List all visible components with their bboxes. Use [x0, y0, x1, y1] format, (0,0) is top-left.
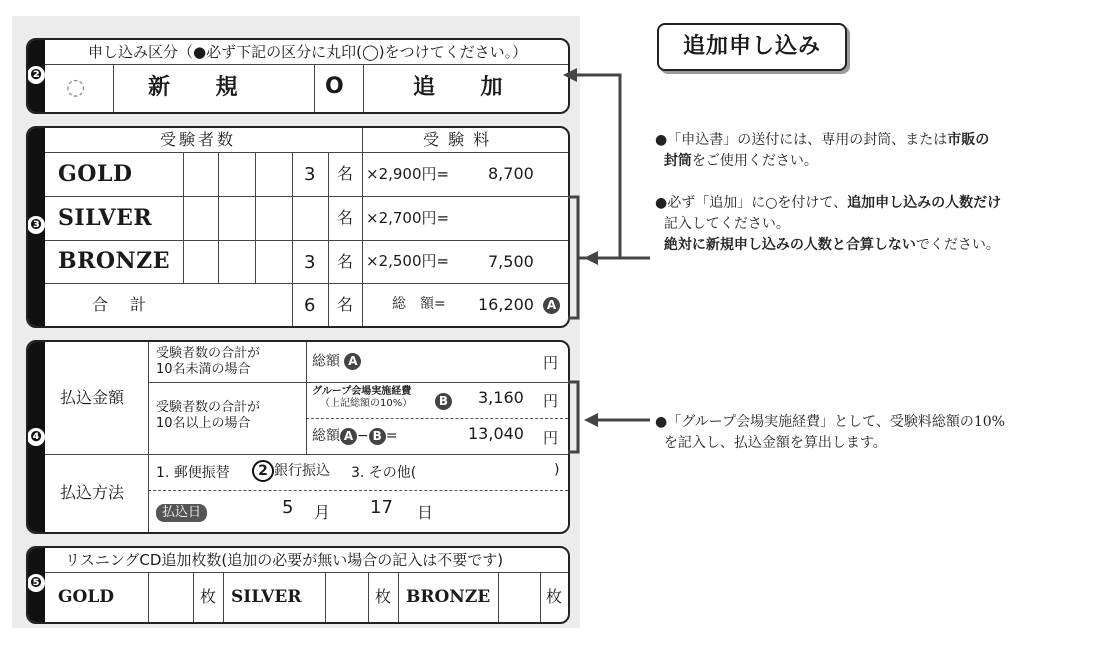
pay-day[interactable]: 17 — [370, 497, 393, 518]
pay-amount-label: 払込金額 — [60, 388, 125, 407]
cd-gold: GOLD — [58, 587, 115, 607]
bronze-price: ×2,500円= — [366, 252, 450, 270]
total-amount[interactable]: 16,200 — [478, 295, 534, 314]
section-number-2: ❷ — [27, 66, 45, 84]
section-header: リスニングCD追加枚数(追加の必要が無い場合の記入は不要です) — [65, 551, 504, 569]
bronze-amount[interactable]: 7,500 — [488, 252, 534, 271]
gold-price: ×2,900円= — [366, 165, 450, 183]
yen-unit-2: 円 — [543, 392, 559, 410]
section-header: 申し込み区分（●必ず下記の区分に丸印(◯)をつけてください。） — [88, 43, 528, 61]
mark-b-circle: B — [435, 391, 452, 410]
day-unit: 日 — [417, 503, 434, 522]
note-group-fee: ●「グループ会場実施経費」として、受験料総額の10% を記入し、払込金額を算出します。 — [655, 414, 1005, 451]
total-a-row: 総額 A — [312, 353, 361, 370]
col-examinee-count: 受験者数 — [160, 130, 237, 149]
method-1[interactable]: 1. 郵便振替 — [156, 465, 230, 481]
silver-unit: 名 — [337, 208, 354, 227]
cd-bronze: BRONZE — [406, 587, 491, 607]
section-number-3: ❸ — [27, 216, 45, 234]
cd-silver-unit: 枚 — [375, 587, 392, 606]
additional-application-title: 追加申し込み — [657, 23, 847, 71]
cd-gold-unit: 枚 — [200, 587, 217, 606]
yen-unit-1: 円 — [543, 354, 559, 372]
month-unit: 月 — [314, 503, 331, 522]
new-option-circle[interactable]: ◌ — [66, 75, 86, 100]
bronze-count[interactable]: 3 — [304, 252, 316, 273]
total-label: 合 計 — [92, 295, 150, 314]
bronze-unit: 名 — [337, 252, 354, 271]
pay-month[interactable]: 5 — [282, 497, 294, 518]
cd-bronze-unit: 枚 — [546, 587, 563, 606]
grade-silver: SILVER — [58, 205, 153, 231]
method-close-paren: ) — [554, 462, 560, 478]
total-unit: 名 — [337, 295, 354, 314]
note-envelope: ●「申込書」の送付には、専用の封筒、または市販の 封筒をご使用ください。 — [655, 132, 990, 169]
yen-unit-3: 円 — [543, 429, 559, 447]
total-minus-value[interactable]: 13,040 — [468, 424, 524, 443]
gold-count[interactable]: 3 — [304, 164, 316, 185]
gold-amount[interactable]: 8,700 — [488, 164, 534, 183]
under-10-label: 受験者数の合計が 10名未満の場合 — [156, 346, 261, 377]
silver-price: ×2,700円= — [366, 209, 450, 227]
group-fee-label: グループ会場実施経費 （上記総額の10%） — [312, 386, 413, 409]
add-label: 追 加 — [413, 74, 504, 100]
total-amount-label: 総 額= — [392, 296, 446, 312]
total-minus-row: 総額 A − B = — [312, 428, 398, 444]
section-number-5: ❺ — [27, 574, 45, 592]
col-exam-fee: 受 験 料 — [423, 130, 492, 149]
grade-gold: GOLD — [58, 161, 133, 187]
group-fee-value[interactable]: 3,160 — [478, 388, 524, 407]
method-2[interactable]: 2 銀行振込 — [252, 460, 330, 482]
grade-bronze: BRONZE — [58, 248, 170, 274]
cd-silver: SILVER — [231, 587, 302, 607]
mark-a-circle: A — [543, 295, 560, 314]
over-10-label: 受験者数の合計が 10名以上の場合 — [156, 400, 261, 431]
add-selected-mark[interactable]: O — [325, 74, 345, 99]
note-additional-count: ●必ず「追加」に○を付けて、追加申し込みの人数だけ 記入してください。 絶対に新規申し込みの人数と合算しないでください。 — [655, 195, 1002, 253]
section-number-4: ❹ — [27, 428, 45, 446]
pay-method-label: 払込方法 — [60, 483, 125, 502]
pay-date-label: 払込日 — [156, 501, 207, 522]
new-label: 新 規 — [148, 74, 239, 100]
method-3[interactable]: 3. その他( — [351, 465, 417, 481]
gold-unit: 名 — [337, 164, 354, 183]
total-count[interactable]: 6 — [304, 295, 316, 316]
